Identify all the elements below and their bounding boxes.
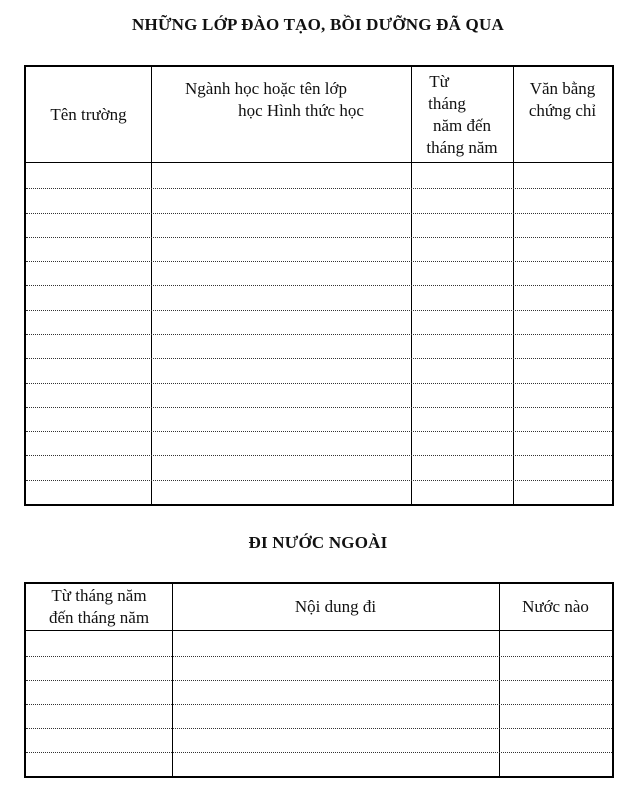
table-row-line: [26, 358, 612, 359]
table-row-line: [26, 680, 612, 681]
header-major-line1: Ngành học hoặc tên lớp: [185, 79, 347, 98]
header-country: [499, 584, 612, 630]
table-row-line: [26, 213, 612, 214]
header-degree-line2: chứng chỉ: [528, 101, 597, 120]
table-row-line: [26, 407, 612, 408]
header-content-label: Nội dung đi: [294, 597, 377, 616]
header-from-to: [411, 67, 513, 162]
header-from-to-line2: tháng: [428, 93, 466, 113]
header-from-to-line1: Từ: [429, 71, 449, 91]
section-title-abroad: ĐI NƯỚC NGOÀI: [248, 533, 388, 552]
table-row-line: [26, 237, 612, 238]
training-table: [24, 65, 614, 506]
table-row-line: [26, 261, 612, 262]
table-row-line: [26, 334, 612, 335]
header-school-label: Tên trường: [50, 104, 127, 124]
header-major-line2: học Hình thức học: [238, 101, 364, 120]
table-row-line: [26, 656, 612, 657]
table-row-line: [26, 728, 612, 729]
header-period-line2: đến tháng năm: [48, 608, 150, 627]
header-country-label: Nước nào: [522, 597, 589, 616]
table-row-line: [26, 752, 612, 753]
section-title-training: NHỮNG LỚP ĐÀO TẠO, BỒI DƯỠNG ĐÃ QUA: [132, 15, 504, 34]
table-row-line: [26, 310, 612, 311]
abroad-table: [24, 582, 614, 778]
header-degree: [513, 75, 612, 125]
table-row-line: [26, 285, 612, 286]
table-row-line: [26, 188, 612, 189]
header-period-line1: Từ tháng năm: [51, 586, 147, 605]
header-divider: [26, 630, 612, 631]
header-period: [26, 584, 172, 630]
header-content: [172, 584, 499, 630]
header-school: [26, 67, 151, 162]
header-from-to-line4: tháng năm: [426, 137, 498, 157]
table-row-line: [26, 431, 612, 432]
table-row-line: [26, 480, 612, 481]
table-row-line: [26, 455, 612, 456]
header-major: [151, 75, 411, 125]
table-row-line: [26, 704, 612, 705]
header-degree-line1: Văn bằng: [529, 79, 596, 98]
header-divider: [26, 162, 612, 163]
header-from-to-line3: năm đến: [432, 115, 492, 135]
table-row-line: [26, 383, 612, 384]
